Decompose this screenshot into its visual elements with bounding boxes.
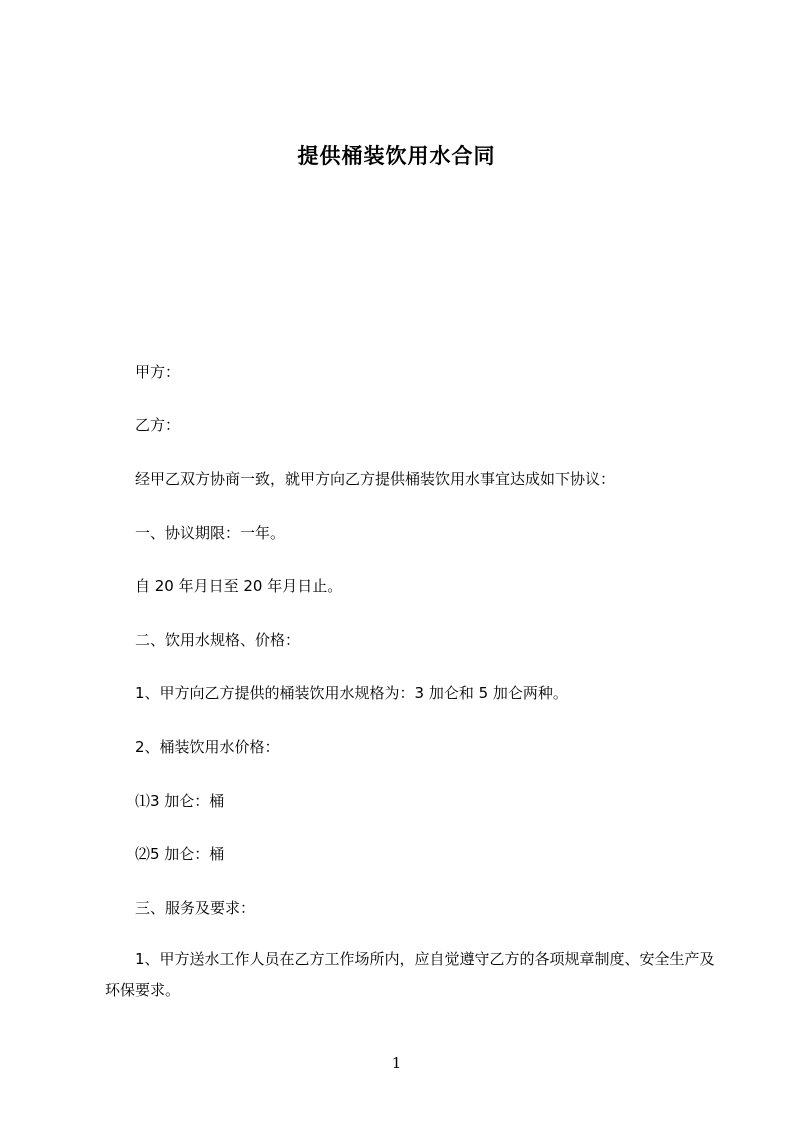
document-title: 提供桶装饮用水合同 xyxy=(297,144,496,168)
section-3-heading: 三、服务及要求： xyxy=(135,899,256,917)
party-b-line: 乙方： xyxy=(135,416,181,434)
service-clause-1: 1、甲方送水工作人员在乙方工作场所内，应自觉遵守乙方的各项规章制度、安全生产及环保要求。 xyxy=(105,950,715,999)
section-1-heading: 一、协议期限：一年。 xyxy=(135,524,286,542)
page-number: 1 xyxy=(391,1054,402,1072)
spec-paragraph: 1、甲方向乙方提供的桶装饮用水规格为：3 加仑和 5 加仑两种。 xyxy=(135,684,568,702)
preamble-paragraph: 经甲乙双方协商一致，就甲方向乙方提供桶装饮用水事宜达成如下协议： xyxy=(135,470,616,488)
section-2-heading: 二、饮用水规格、价格： xyxy=(135,631,301,649)
party-a-line: 甲方： xyxy=(135,363,181,381)
price-item-3-gallon: ⑴3 加仑：桶 xyxy=(135,792,225,810)
price-item-5-gallon: ⑵5 加仑：桶 xyxy=(135,845,225,863)
term-dates-line: 自 20 年月日至 20 年月日止。 xyxy=(135,577,343,595)
price-heading: 2、桶装饮用水价格： xyxy=(135,738,280,756)
